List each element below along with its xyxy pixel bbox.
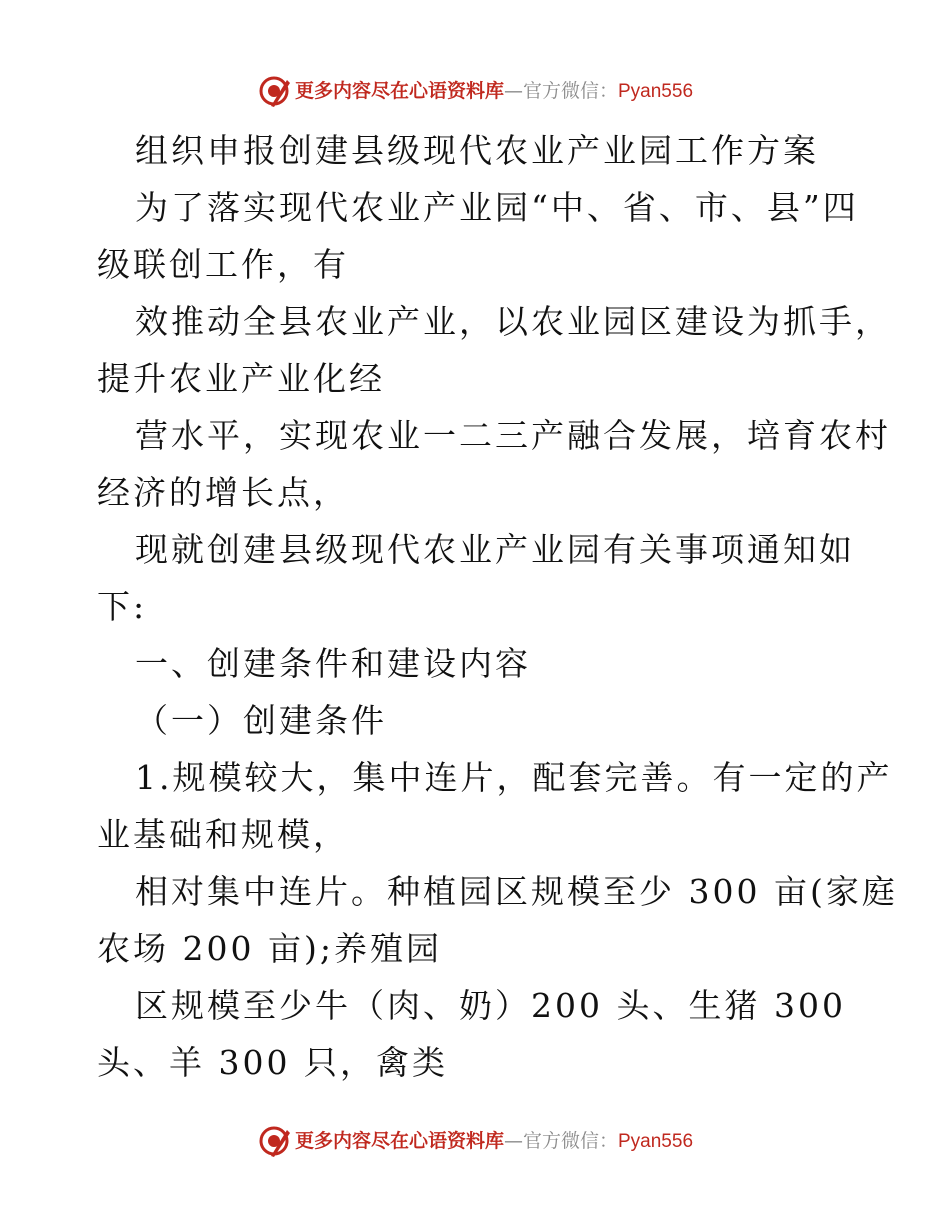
paragraph-line: 下: bbox=[97, 587, 148, 626]
paragraph-line: 农场 200 亩);养殖园 bbox=[97, 929, 442, 968]
banner-text bbox=[294, 1129, 694, 1152]
pen-logo-icon bbox=[257, 1124, 291, 1158]
banner-wechat-id: Pyan556 bbox=[618, 1130, 694, 1152]
banner-separator: — bbox=[503, 79, 523, 102]
paragraph-line: 提升农业产业化经 bbox=[97, 359, 385, 398]
paragraph-line: 业基础和规模， bbox=[97, 815, 349, 854]
document-title: 组织申报创建县级现代农业产业园工作方案 bbox=[135, 131, 819, 170]
banner-main-text: 更多内容尽在心语资料库 bbox=[294, 1129, 504, 1152]
banner-text bbox=[294, 79, 694, 102]
paragraph-line: 营水平，实现农业一二三产融合发展，培育农村 bbox=[135, 416, 891, 455]
banner-separator: — bbox=[503, 1129, 523, 1152]
banner-wechat-label: 官方微信： bbox=[522, 79, 618, 102]
section-heading: 一、创建条件和建设内容 bbox=[135, 644, 531, 683]
document-body bbox=[97, 122, 898, 1091]
paragraph-line: 1.规模较大，集中连片，配套完善。有一定的产 bbox=[135, 758, 893, 797]
header-watermark-banner bbox=[0, 71, 950, 111]
paragraph-line: 为了落实现代农业产业园“中、省、市、县”四 bbox=[135, 188, 859, 227]
subsection-heading: （一）创建条件 bbox=[135, 701, 387, 740]
paragraph-line: 现就创建县级现代农业产业园有关事项通知如 bbox=[135, 530, 855, 569]
footer-watermark-banner bbox=[0, 1121, 950, 1161]
paragraph-line: 头、羊 300 只，禽类 bbox=[97, 1043, 448, 1082]
paragraph-line: 经济的增长点， bbox=[97, 473, 349, 512]
banner-wechat-id: Pyan556 bbox=[618, 80, 694, 102]
paragraph-line: 效推动全县农业产业，以农业园区建设为抓手， bbox=[135, 302, 891, 341]
paragraph-line: 相对集中连片。种植园区规模至少 300 亩(家庭 bbox=[135, 872, 898, 911]
paragraph-line: 区规模至少牛（肉、奶）200 头、生猪 300 bbox=[135, 986, 846, 1025]
banner-main-text: 更多内容尽在心语资料库 bbox=[294, 79, 504, 102]
banner-wechat-label: 官方微信： bbox=[522, 1129, 618, 1152]
pen-logo-icon bbox=[257, 74, 291, 108]
paragraph-line: 级联创工作，有 bbox=[97, 245, 349, 284]
